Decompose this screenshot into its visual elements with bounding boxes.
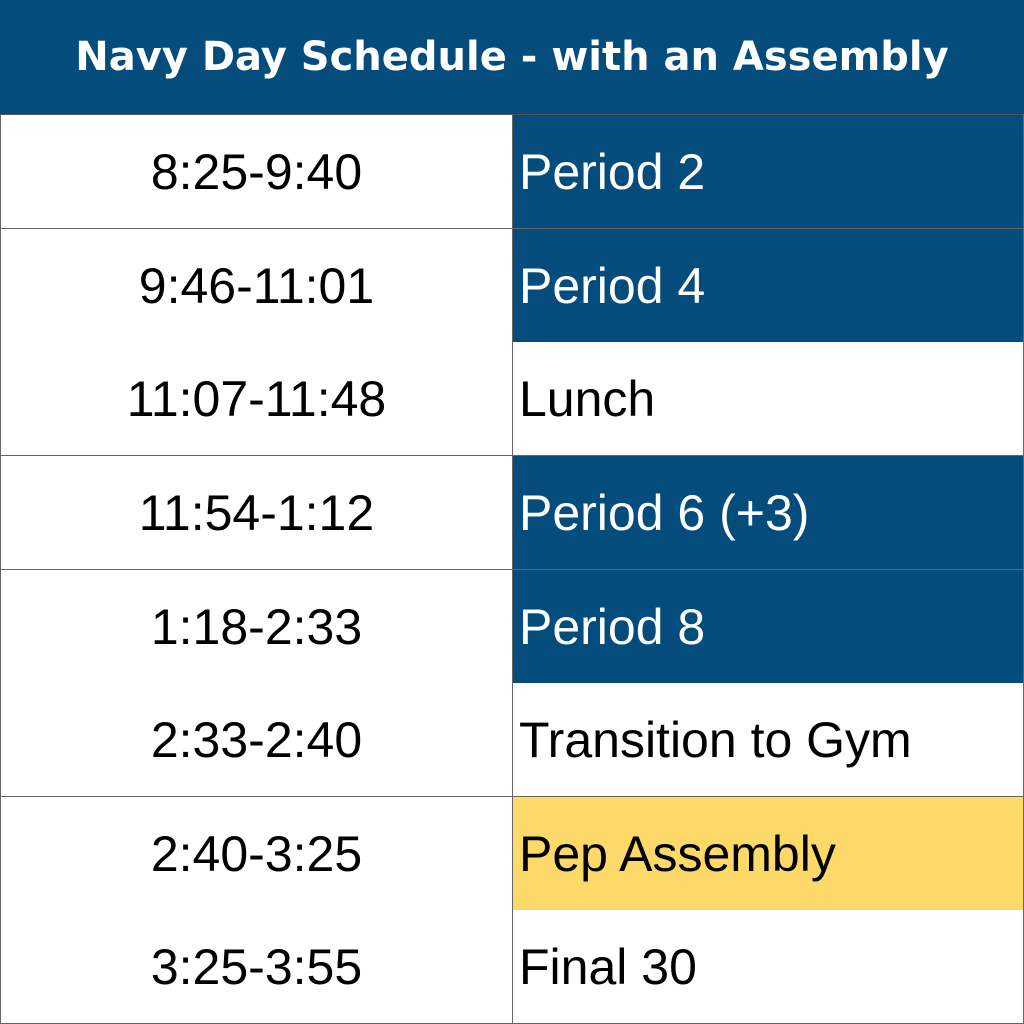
time-cell: 11:54-1:12 xyxy=(0,456,513,570)
event-cell: Period 8 xyxy=(513,570,1024,684)
time-cell: 8:25-9:40 xyxy=(0,115,513,229)
schedule-row xyxy=(0,342,1024,456)
schedule-table xyxy=(0,115,1024,1024)
title-bar xyxy=(0,0,1024,115)
schedule-title: Navy Day Schedule - with an Assembly xyxy=(75,34,949,80)
schedule-row xyxy=(0,115,1024,229)
event-cell: Final 30 xyxy=(513,910,1024,1024)
event-cell: Period 2 xyxy=(513,115,1024,229)
event-cell: Pep Assembly xyxy=(513,797,1024,911)
time-cell: 3:25-3:55 xyxy=(0,910,513,1024)
event-cell: Lunch xyxy=(513,342,1024,456)
time-cell: 2:33-2:40 xyxy=(0,683,513,797)
schedule-row xyxy=(0,797,1024,911)
schedule-row xyxy=(0,910,1024,1024)
event-cell: Period 6 (+3) xyxy=(513,456,1024,570)
event-cell: Period 4 xyxy=(513,229,1024,343)
time-cell: 11:07-11:48 xyxy=(0,342,513,456)
schedule-row xyxy=(0,229,1024,343)
schedule-row xyxy=(0,570,1024,684)
time-cell: 1:18-2:33 xyxy=(0,570,513,684)
schedule-row xyxy=(0,683,1024,797)
time-cell: 9:46-11:01 xyxy=(0,229,513,343)
schedule-row xyxy=(0,456,1024,570)
time-cell: 2:40-3:25 xyxy=(0,797,513,911)
event-cell: Transition to Gym xyxy=(513,683,1024,797)
